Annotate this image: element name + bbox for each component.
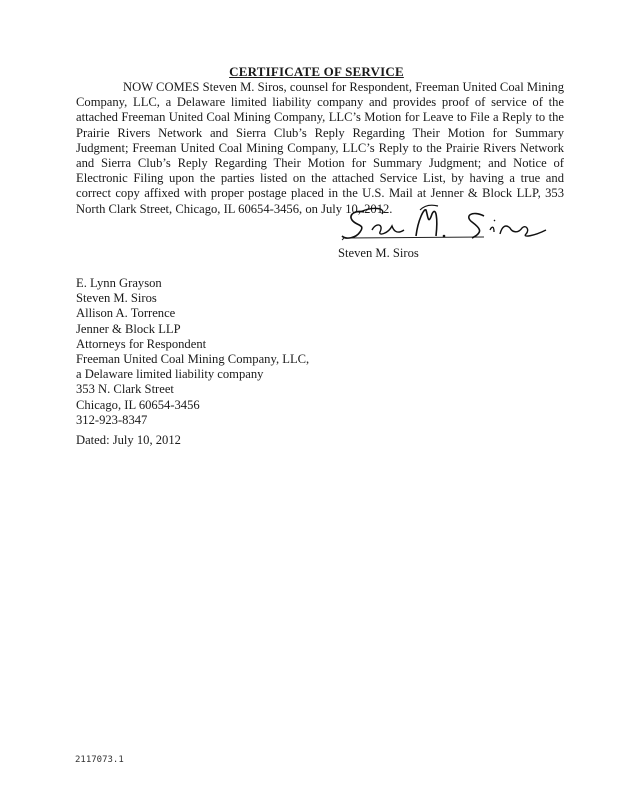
- address-line: Chicago, IL 60654-3456: [76, 397, 200, 412]
- address-line: a Delaware limited liability company: [76, 367, 264, 382]
- address-line: Jenner & Block LLP: [76, 321, 181, 336]
- page-title: CERTIFICATE OF SERVICE: [229, 64, 404, 79]
- signature-block: [334, 200, 554, 262]
- address-line: Attorneys for Respondent: [76, 336, 207, 351]
- handwritten-signature: [334, 200, 554, 250]
- address-line: Allison A. Torrence: [76, 306, 176, 321]
- address-line: 353 N. Clark Street: [76, 382, 174, 397]
- date-line: Dated: July 10, 2012: [76, 433, 181, 447]
- address-block: [76, 276, 309, 428]
- document-number: 2117073.1: [75, 755, 124, 765]
- address-line: 312-923-8347: [76, 412, 148, 427]
- signatory-name: Steven M. Siros: [338, 246, 419, 260]
- address-line: E. Lynn Grayson: [76, 276, 162, 290]
- address-line: Freeman United Coal Mining Company, LLC,: [76, 352, 310, 367]
- certificate-paragraph: NOW COMES Steven M. Siros, counsel for Respondent, Freeman United Coal Mining Company, LLC, a Delaware limited liability company and provides proof of service of the attached Freeman United Coal Mining Company, LLC’s Motion for Leave to File a Reply to the Prairie Rivers Network and Sierra Club’s Reply Regarding Their Motion for Summary Judgment; Freeman United Coal Mining Company, LLC’s Reply to the Prairie Rivers Network and Sierra Club’s Reply Regarding Their Motion for Summary Judgment; and Notice of Electronic Filing upon the parties listed on the attached Service List, by having a true and correct copy affixed with proper postage placed in the U.S. Mail at Jenner & Block LLP, 353 North Clark Street, Chicago, IL 60654-3456, on July 10, 2012.: [76, 80, 564, 216]
- address-line: Steven M. Siros: [76, 291, 157, 306]
